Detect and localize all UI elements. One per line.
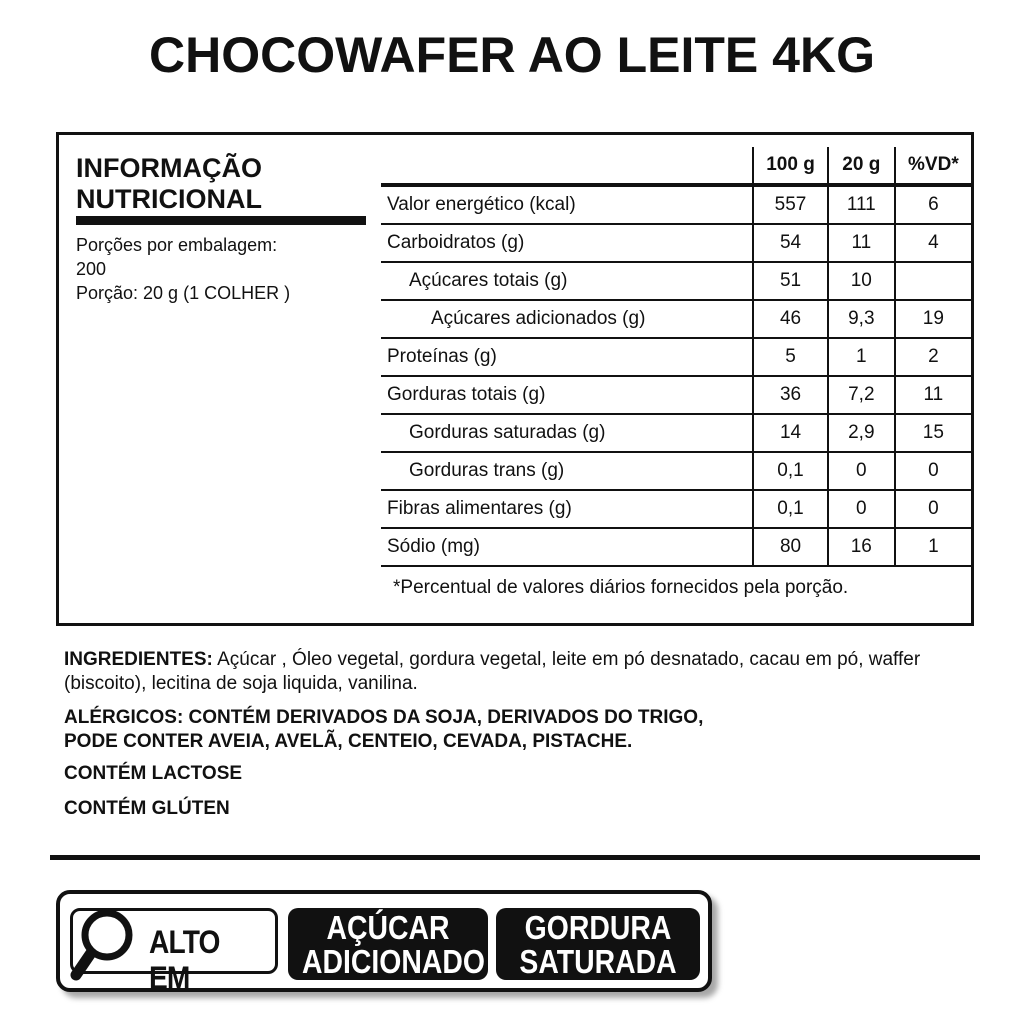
value-vd: 1 [895, 528, 971, 566]
column-header-100g: 100 g [753, 147, 828, 185]
badge-saturated-fat-line1: GORDURA [524, 909, 672, 946]
value-20g: 0 [828, 452, 895, 490]
table-header-row [381, 147, 971, 185]
value-vd [895, 262, 971, 300]
value-vd: 11 [895, 376, 971, 414]
nutrition-heading-line2: NUTRICIONAL [76, 184, 262, 214]
ingredients-text: Açúcar , Óleo vegetal, gordura vegetal, leite em pó desnatado, cacau em pó, waffer (biscoito), lecitina de soja liquida, vanilina. [64, 649, 921, 694]
badge-added-sugar-line2: ADICIONADO [302, 943, 485, 980]
value-20g: 7,2 [828, 376, 895, 414]
value-vd: 0 [895, 490, 971, 528]
nutrition-facts-box [56, 132, 974, 626]
value-100g: 14 [753, 414, 828, 452]
column-header-vd: %VD* [895, 147, 971, 185]
column-header-20g: 20 g [828, 147, 895, 185]
value-20g: 11 [828, 224, 895, 262]
table-row [381, 452, 971, 490]
value-100g: 5 [753, 338, 828, 376]
nutrient-name: Carboidratos (g) [381, 224, 753, 262]
table-row [381, 528, 971, 566]
product-title: CHOCOWAFER AO LEITE 4KG [149, 27, 875, 83]
value-100g: 557 [753, 185, 828, 224]
table-header-blank [381, 147, 753, 185]
nutrient-name: Gorduras trans (g) [381, 452, 753, 490]
value-vd: 2 [895, 338, 971, 376]
value-20g: 10 [828, 262, 895, 300]
value-100g: 80 [753, 528, 828, 566]
badge-added-sugar [288, 908, 488, 980]
value-20g: 1 [828, 338, 895, 376]
badge-saturated-fat [496, 908, 700, 980]
nutrition-heading-line1: INFORMAÇÃO [76, 153, 262, 183]
nutrient-name: Gorduras saturadas (g) [381, 414, 753, 452]
nutrient-name: Açúcares adicionados (g) [381, 300, 753, 338]
table-row [381, 414, 971, 452]
heading-rule [76, 216, 366, 225]
value-100g: 46 [753, 300, 828, 338]
lactose-notice: CONTÉM LACTOSE [64, 763, 243, 784]
nutrition-header [76, 153, 366, 305]
value-100g: 0,1 [753, 452, 828, 490]
table-row [381, 376, 971, 414]
value-vd: 4 [895, 224, 971, 262]
table-row [381, 262, 971, 300]
serving-info [76, 233, 366, 305]
portion-size: Porção: 20 g (1 COLHER ) [76, 283, 291, 303]
separator-line [50, 855, 980, 860]
servings-label: Porções por embalagem: [76, 235, 278, 255]
nutrient-name: Proteínas (g) [381, 338, 753, 376]
nutrient-name: Fibras alimentares (g) [381, 490, 753, 528]
ingredients-section [64, 648, 964, 696]
nutrition-heading [76, 153, 366, 215]
allergens-line2: PODE CONTER AVEIA, AVELÃ, CENTEIO, CEVADA, PISTACHE. [64, 731, 633, 752]
value-vd: 0 [895, 452, 971, 490]
value-vd: 6 [895, 185, 971, 224]
value-100g: 36 [753, 376, 828, 414]
gluten-notice: CONTÉM GLÚTEN [64, 798, 230, 819]
magnifier-icon [69, 905, 141, 985]
nutrient-name: Valor energético (kcal) [381, 185, 753, 224]
nutrient-name: Açúcares totais (g) [381, 262, 753, 300]
value-20g: 9,3 [828, 300, 895, 338]
badge-saturated-fat-line2: SATURADA [519, 943, 677, 980]
alto-em-text: ALTO EM [149, 924, 220, 996]
table-row [381, 300, 971, 338]
value-vd: 15 [895, 414, 971, 452]
table-row [381, 224, 971, 262]
table-row [381, 490, 971, 528]
value-20g: 2,9 [828, 414, 895, 452]
value-20g: 16 [828, 528, 895, 566]
front-warning-label [56, 890, 712, 996]
value-100g: 0,1 [753, 490, 828, 528]
value-20g: 111 [828, 185, 895, 224]
badge-added-sugar-line1: AÇÚCAR [326, 909, 450, 946]
daily-value-footnote: *Percentual de valores diários fornecidos pela porção. [393, 577, 849, 598]
table-row [381, 338, 971, 376]
allergens-section [64, 706, 964, 754]
table-row [381, 185, 971, 224]
value-100g: 54 [753, 224, 828, 262]
nutrient-name: Gorduras totais (g) [381, 376, 753, 414]
ingredients-label: INGREDIENTES: [64, 649, 213, 670]
value-20g: 0 [828, 490, 895, 528]
nutrient-name: Sódio (mg) [381, 528, 753, 566]
value-vd: 19 [895, 300, 971, 338]
allergens-line1: ALÉRGICOS: CONTÉM DERIVADOS DA SOJA, DERIVADOS DO TRIGO, [64, 707, 704, 728]
alto-em-box [70, 908, 278, 996]
value-100g: 51 [753, 262, 828, 300]
servings-value: 200 [76, 259, 107, 279]
nutrition-table [381, 147, 971, 567]
